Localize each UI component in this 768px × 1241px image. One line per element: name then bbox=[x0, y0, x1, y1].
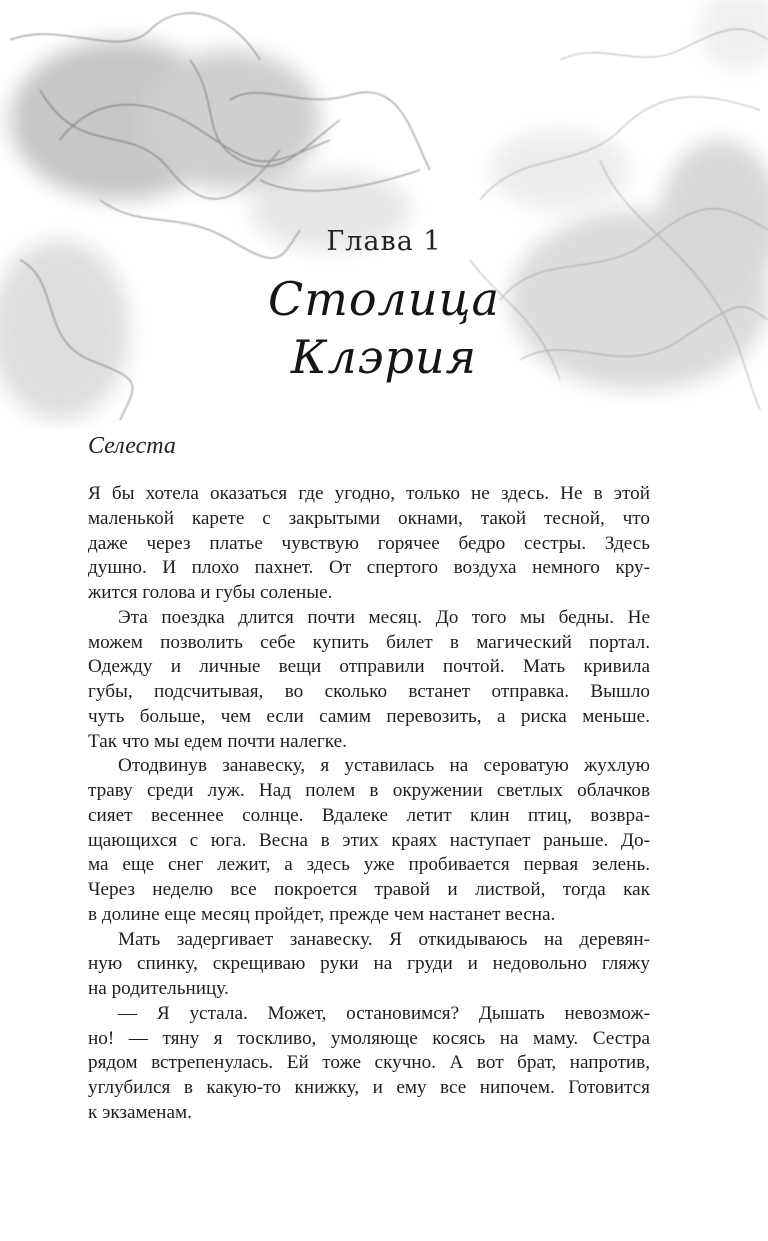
text-line: Я бы хотела оказаться где угодно, только не здесь. Не в этой bbox=[88, 483, 650, 504]
text-line: на родительницу. bbox=[88, 978, 229, 999]
text-line: губы, подсчитывая, во сколько встанет отправка. Вышло bbox=[88, 681, 650, 702]
text-line: в долине еще месяц пройдет, прежде чем настанет весна. bbox=[88, 903, 556, 925]
text-line: траву среди луж. Над полем в окружении светлых облачков bbox=[88, 780, 650, 801]
text-line: Мать задергивает занавеску. Я откидываюсь на деревян- bbox=[118, 928, 650, 950]
text-line: щающихся с юга. Весна в этих краях наступает раньше. До- bbox=[88, 829, 650, 851]
text-line: Через неделю все покроется травой и листвой, тогда как bbox=[88, 879, 650, 900]
pov-character-name: Селеста bbox=[88, 433, 176, 459]
text-line: даже через платье чувствую горячее бедро сестры. Здесь bbox=[88, 532, 650, 554]
text-line: но! — тяну я тоскливо, умоляюще косясь на маму. Сестра bbox=[88, 1027, 650, 1049]
text-line: чуть больше, чем если самим перевозить, а риска меньше. bbox=[88, 705, 650, 727]
chapter-title-line-1: Столица bbox=[268, 272, 500, 326]
paragraph bbox=[88, 928, 650, 1002]
text-line: Одежду и личные вещи отправили почтой. Мать кривила bbox=[88, 656, 650, 678]
paragraph bbox=[88, 606, 650, 755]
text-line: рядом встрепенулась. Ей тоже скучно. А вот брат, напротив, bbox=[88, 1052, 650, 1074]
text-line: сияет весеннее солнце. Вдалеке летит клин птиц, возвра- bbox=[88, 804, 650, 826]
paragraph bbox=[88, 482, 650, 606]
text-line: Эта поездка длится почти месяц. До того мы бедны. Не bbox=[118, 606, 650, 628]
text-line: Так что мы едем почти налегке. bbox=[88, 730, 347, 752]
paragraph bbox=[88, 754, 650, 927]
text-line: ную спинку, скрещиваю руки на груди и недовольно гляжу bbox=[88, 953, 650, 975]
text-line: можем позволить себе купить билет в магический портал. bbox=[88, 631, 650, 653]
chapter-number: Глава 1 bbox=[326, 226, 442, 257]
text-line: душно. И плохо пахнет. От спертого воздуха немного кру- bbox=[88, 557, 650, 579]
text-line: жится голова и губы соленые. bbox=[88, 582, 333, 603]
text-line: — Я устала. Может, остановимся? Дышать невозмож- bbox=[118, 1002, 650, 1024]
paragraph bbox=[88, 1002, 650, 1126]
text-line: Отодвинув занавеску, я уставилась на сероватую жухлую bbox=[118, 755, 650, 777]
text-line: ма еще снег лежит, а здесь уже пробивается первая зелень. bbox=[88, 854, 650, 876]
text-line: углубился в какую-то книжку, и ему все нипочем. Готовится bbox=[88, 1077, 650, 1098]
chapter-body-text bbox=[88, 482, 650, 1126]
text-line: к экзаменам. bbox=[88, 1101, 192, 1123]
text-line: маленькой карете с закрытыми окнами, такой тесной, что bbox=[88, 507, 650, 529]
chapter-title-line-2: Клэрия bbox=[290, 330, 478, 384]
